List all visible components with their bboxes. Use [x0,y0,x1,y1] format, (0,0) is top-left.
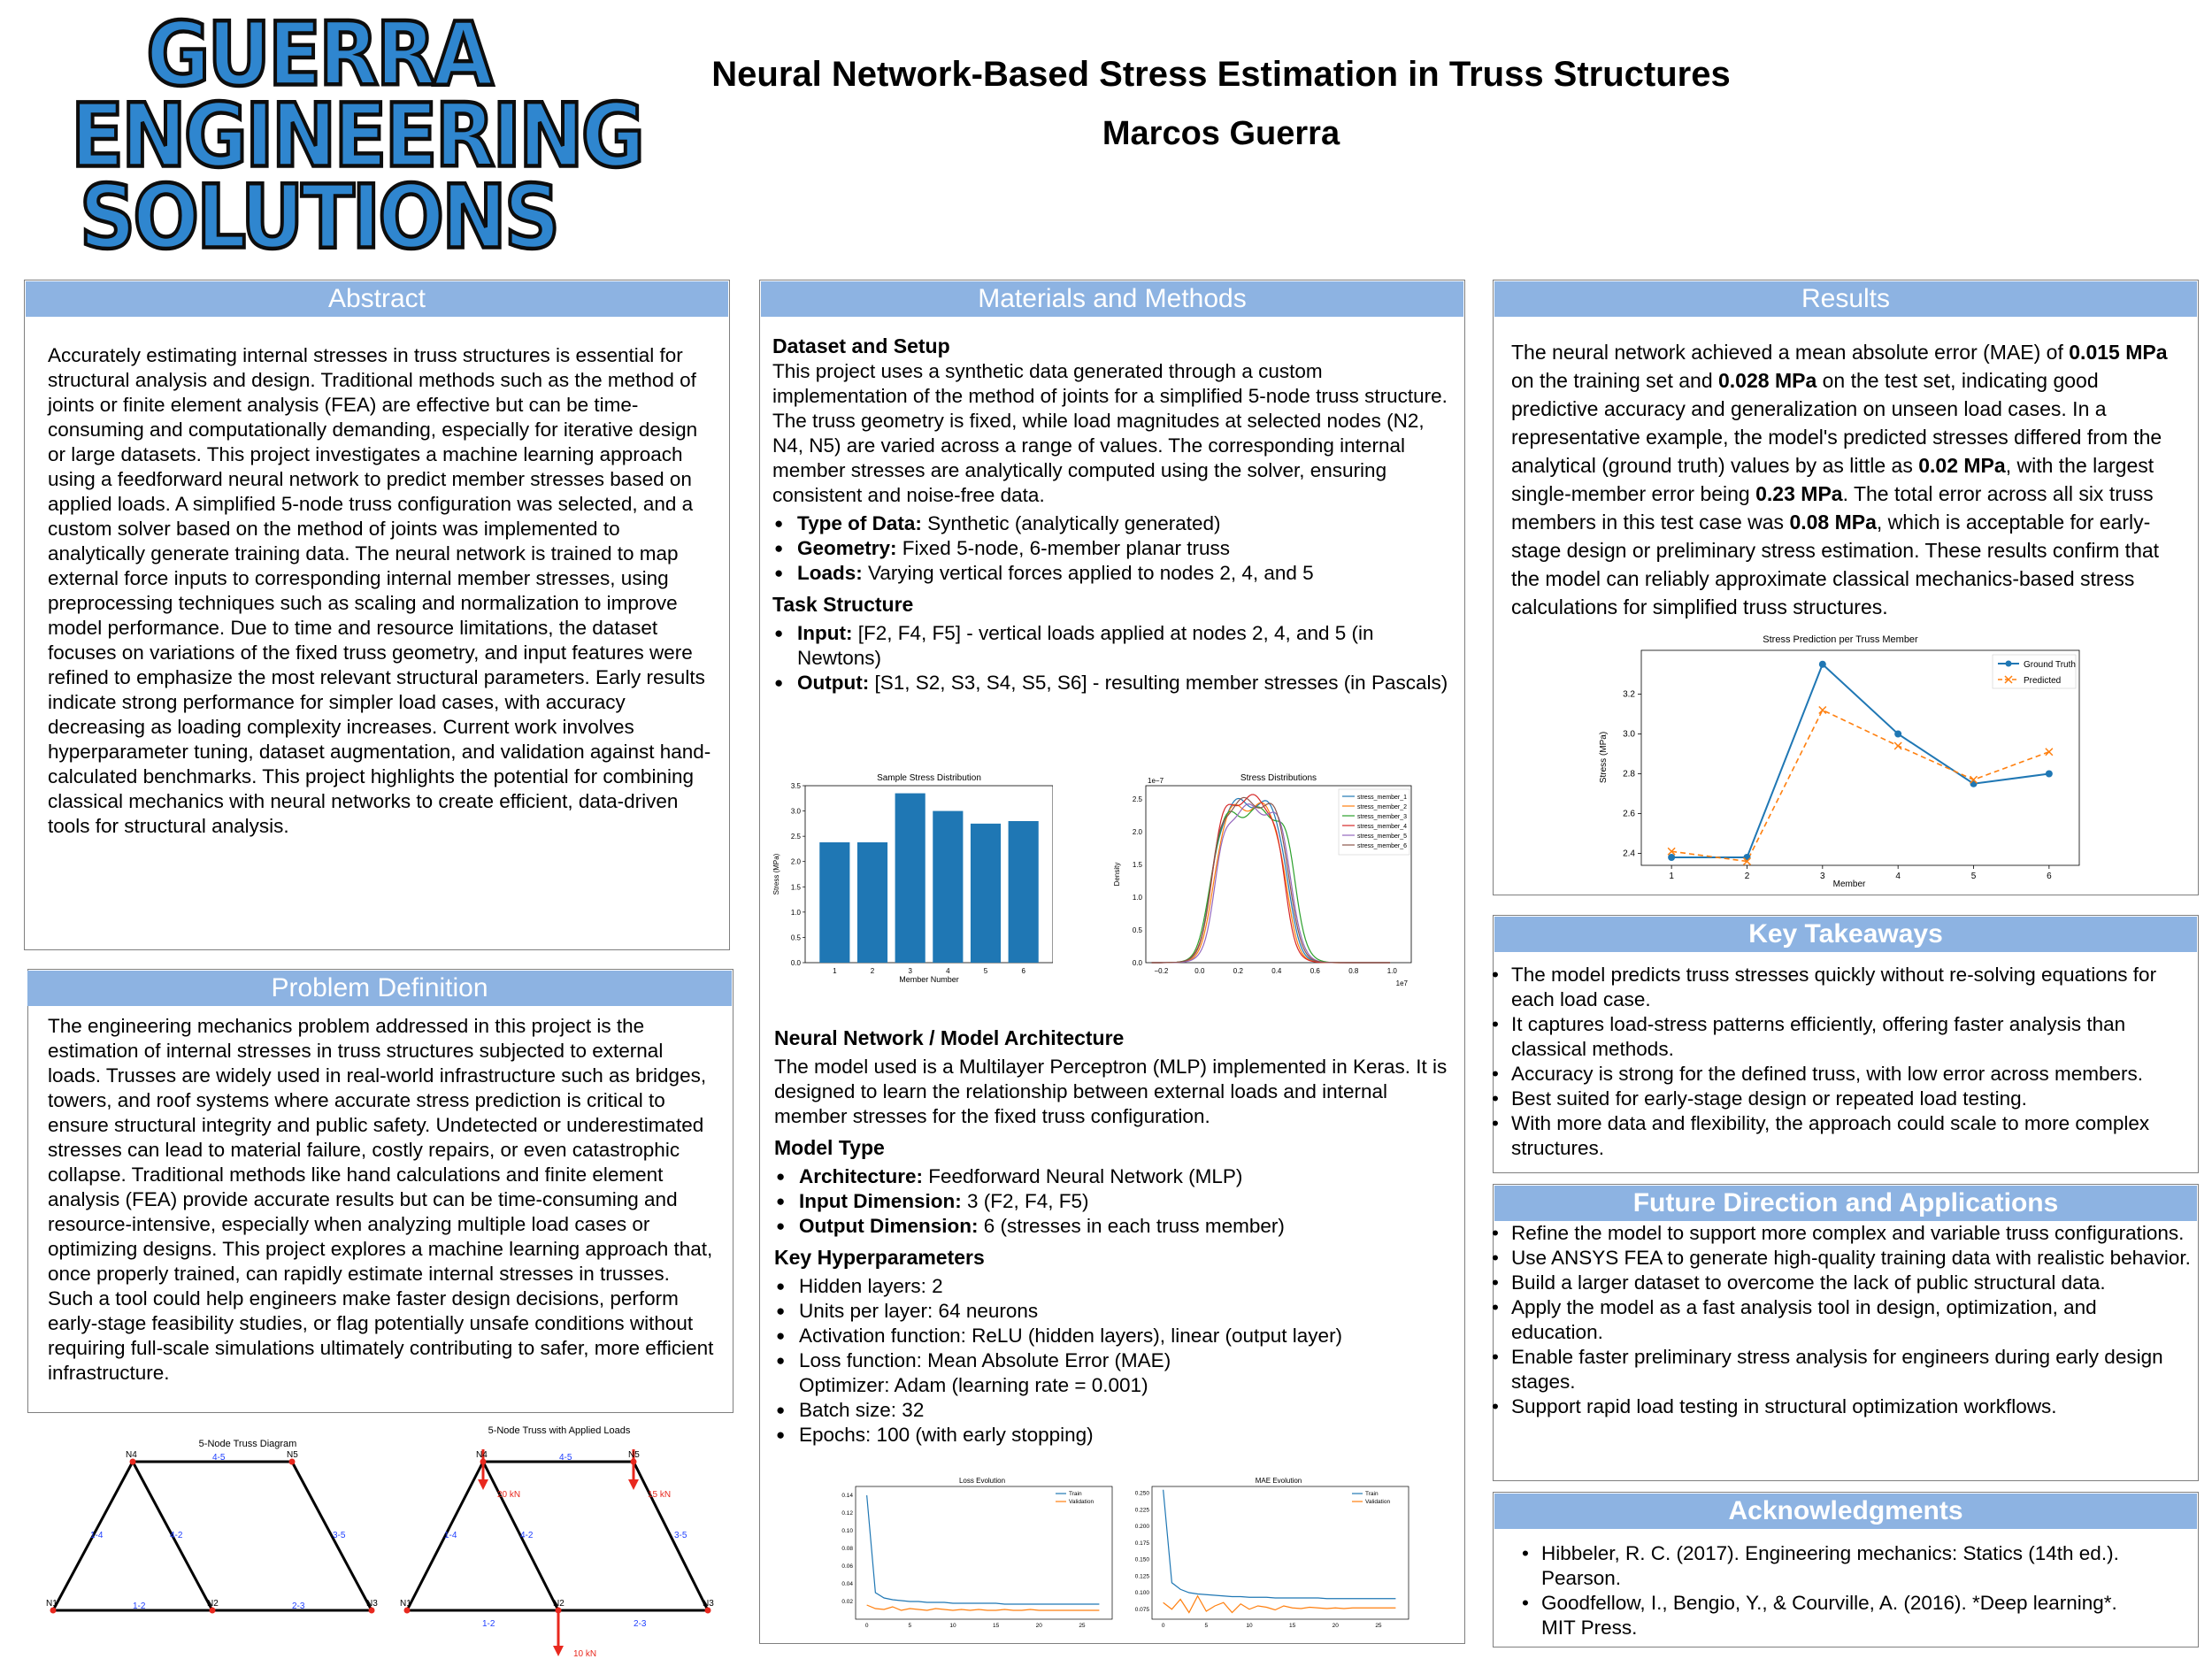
bar-chart-xlabel: Member Number [899,975,959,984]
y-tick-label: 0.12 [841,1510,853,1517]
dataset-title: Dataset and Setup [772,334,950,357]
loss-yticks [841,1493,853,1605]
svg-text:1-4: 1-4 [444,1531,457,1540]
y-tick-label: 0.0 [790,959,801,967]
x-tick-label: 6 [1021,967,1025,975]
y-tick-label: 2.5 [790,833,801,841]
y-tick-label: 0.125 [1134,1573,1149,1580]
list-item: ● Loss function: Mean Absolute Error (MAE) [799,1348,1455,1373]
dataset-text: This project uses a synthetic data generated through a custom implementation of the method of joints for a simplified 5-node truss structure. The truss geometry is fixed, while load magnitudes at selected nodes (N2, N4, N5) are varied across a range of values. The corresponding internal member stresses are analytically computed using the solver, ensuring consistent and noise-free data. [772,360,1448,506]
prediction-points [1668,661,2053,865]
list-item: • It captures load-stress patterns efficiently, offering faster analysis than classical methods. [1511,1012,2191,1062]
loss-legend [1056,1491,1094,1505]
bar [1009,821,1039,963]
series-validation [867,1605,1100,1610]
list-item: • Best suited for early-stage design or repeated load testing. [1511,1087,2191,1111]
y-tick-label: 3.0 [790,807,801,816]
takeaways-heading: Key Takeaways [1494,917,2197,952]
prediction-xlabel: Member [1832,879,1866,889]
list-item: ● Geometry: Fixed 5-node, 6-member planar truss [797,536,1454,561]
bar-chart-title: Sample Stress Distribution [877,773,981,783]
list-item: ● Output: [S1, S2, S3, S4, S5, S6] - resulting member stresses (in Pascals) [797,671,1454,695]
truss-diagram-1-title: 5-Node Truss Diagram [198,1439,297,1449]
list-item: ● Hidden layers: 2 [799,1274,1455,1299]
ground-truth-point [1668,854,1675,861]
x-tick-label: 4 [1895,872,1901,881]
loss-frame [856,1486,1112,1619]
svg-text:15 kN: 15 kN [648,1490,672,1500]
list-item: • Build a larger dataset to overcome the lack of public structural data. [1511,1271,2191,1295]
x-tick-label: 5 [1204,1623,1209,1629]
y-tick-label: 0.075 [1134,1606,1149,1613]
y-tick-label: 0.5 [790,933,801,942]
y-tick-label: 0.5 [1132,926,1142,934]
bar-chart [770,766,1053,987]
density-x-offset: 1e7 [1395,979,1408,987]
x-tick-label: 4 [946,967,950,975]
bar-chart-ylabel: Stress (MPa) [772,853,780,895]
y-tick-label: 0.250 [1134,1490,1149,1497]
x-tick-label: 1 [833,967,837,975]
legend-label: Validation [1365,1499,1391,1505]
problem-text: The engineering mechanics problem addressed in this project is the estimation of internal stresses in truss structures subjected to external loads. Trusses are widely used in real-world infrastructure such as bridges, towers, and roof systems where accurate stress prediction is critical to ensure structural integrity and public safety. Undetected or underestimated stresses can lead to material failure, costly repairs, or even catastrophic collapse. Traditional methods like hand calculations and finite element analysis (FEA) provide accurate results but can be time-consuming and resource-intensive, especially when analyzing multiple load cases or optimizing designs. This project explores a machine learning approach that, once properly trained, can rapidly estimate internal stresses in trusses. Such a tool could help engineers make faster design decisions, perform early-stage feasibility studies, or flag potentially unsafe conditions without requiring full-scale simulations ultimately contributing to safer, more efficient infrastructure. [48,1015,714,1384]
nn-text: The model used is a Multilayer Perceptron (MLP) implemented in Keras. It is designed to learn the relationship between external loads and internal member stresses for the fixed truss configuration. [774,1056,1448,1127]
abstract-text: Accurately estimating internal stresses in truss structures is essential for structural analysis and design. Traditional methods such as the method of joints or finite element analysis (FEA) are effective but can be time-consuming and computationally demanding, especially for iterative design or large datasets. This project investigates a machine learning approach using a feedforward neural network to predict member stresses based on applied loads. A simplified 5-node truss configuration was selected, and a custom solver based on the method of joints was implemented to analytically generate training data. The neural network is trained to map external force inputs to corresponding internal member stresses, using preprocessing techniques such as scaling and normalization to improve model performance. Due to time and resource limitations, the dataset focuses on variations of the fixed truss geometry, and input features were refined to emphasize the most relevant structural parameters. Early results indicate strong performance for simpler load cases, with accuracy decreasing as loading complexity increases. Current work involves hyperparameter tuning, dataset augmentation, and validation against hand-calculated benchmarks. This project highlights the potential for combining classical mechanics with neural networks to create efficient, data-driven tools for structural analysis. [48,344,711,837]
list-item: ● Output Dimension: 6 (stresses in each truss member) [799,1214,1455,1239]
x-tick-label: 0.6 [1310,967,1320,975]
mae-frame [1152,1486,1409,1619]
list-item: • Hibbeler, R. C. (2017). Engineering mechanics: Statics (14th ed.). Pearson. [1541,1541,2155,1591]
y-tick-label: 0.150 [1134,1556,1149,1563]
loss-chart-title: Loss Evolution [958,1477,1006,1485]
svg-text:2-3: 2-3 [292,1601,305,1611]
x-tick-label: 5 [983,967,988,975]
svg-text:N3: N3 [703,1599,714,1609]
svg-text:3-5: 3-5 [674,1531,687,1540]
truss-2-load-labels [497,1490,671,1659]
y-tick-label: 0.02 [841,1599,853,1605]
truss-1-member-labels [90,1453,346,1611]
model-type-title: Model Type [774,1136,885,1159]
x-tick-label: 0.4 [1271,967,1282,975]
x-tick-label: 10 [1246,1623,1253,1629]
x-tick-label: 10 [949,1623,956,1629]
loss-chart [827,1472,1119,1636]
data-bullets [772,511,1454,586]
takeaways-text [1495,963,2191,1161]
x-tick-label: 15 [1289,1623,1296,1629]
legend-label: stress_member_5 [1357,833,1408,840]
y-tick-label: 3.2 [1623,689,1635,700]
list-item: ● Input Dimension: 3 (F2, F4, F5) [799,1189,1455,1214]
hyper-title: Key Hyperparameters [774,1246,985,1269]
density-chart [1110,766,1420,996]
list-item: • Enable faster preliminary stress analysis for engineers during early design stages. [1511,1345,2191,1394]
methods-heading: Materials and Methods [761,281,1463,317]
x-tick-label: 3 [1820,872,1825,881]
list-item: • The model predicts truss stresses quickly without re-solving equations for each load case. [1511,963,2191,1012]
x-tick-label: 20 [1035,1623,1042,1629]
mae-yticks [1135,1491,1150,1613]
svg-text:4-2: 4-2 [520,1531,534,1540]
series-ground-truth [1671,664,2049,857]
y-tick-label: 3.5 [790,782,801,790]
hyper-bullets [774,1274,1455,1448]
x-tick-label: 25 [1375,1623,1382,1629]
svg-text:1-4: 1-4 [90,1531,104,1540]
poster-title: Neural Network-Based Stress Estimation in Truss Structures [711,55,1731,94]
ground-truth-point [1894,731,1901,738]
mae-chart [1124,1472,1416,1636]
y-tick-label: 2.4 [1623,849,1635,859]
y-tick-label: 0.14 [841,1493,853,1499]
y-tick-label: 0.200 [1134,1524,1149,1530]
ground-truth-point [1743,854,1750,861]
mae-legend [1352,1491,1390,1505]
bar [819,842,849,963]
svg-text:20 kN: 20 kN [497,1490,521,1500]
density-chart-title: Stress Distributions [1240,773,1317,783]
bar-chart-yticks [791,782,805,967]
prediction-yticks [1623,690,1641,859]
legend-label: Ground Truth [2024,660,2076,670]
results-text: The neural network achieved a mean absolute error (MAE) of 0.015 MPa on the training set and 0.028 MPa on the test set, indicating good predictive accuracy and generalization on unseen load cases. In a representative example, the model's predicted stresses differed from the analytical (ground truth) values by as little as 0.02 MPa, with the largest single-member error being 0.23 MPa. The total error across all six truss members in this test case was 0.08 MPa, which is acceptable for early-stage design or preliminary stress estimation. These results confirm that the model can reliably approximate classical mechanics-based stress calculations for simplified truss structures. [1511,341,2168,618]
y-tick-label: 3.0 [1623,729,1635,740]
list-item: ● Input: [F2, F4, F5] - vertical loads applied at nodes 2, 4, and 5 (in Newtons) [797,621,1454,671]
y-tick-label: 2.0 [790,857,801,866]
density-xticks [1154,967,1397,975]
optimizer-line: Optimizer: Adam (learning rate = 0.001) [799,1374,1148,1396]
svg-text:N2: N2 [553,1599,565,1609]
logo-line-2: ENGINEERING [71,84,642,188]
series-predicted [1671,710,2049,862]
ack-list [1501,1541,2155,1640]
x-tick-label: 3 [908,967,912,975]
ground-truth-point [1819,661,1826,668]
x-tick-label: 0.8 [1348,967,1359,975]
y-tick-label: 2.5 [1132,795,1142,803]
ack-text [1501,1541,2155,1640]
svg-text:1-2: 1-2 [133,1601,146,1611]
list-item: ● Epochs: 100 (with early stopping) [799,1423,1455,1448]
density-offset-label: 1e−7 [1148,777,1164,785]
ground-truth-point [2046,771,2053,778]
legend-label: stress_member_2 [1357,804,1408,810]
future-heading: Future Direction and Applications [1494,1186,2197,1221]
legend-marker [2006,661,2012,667]
list-item: • Support rapid load testing in structural optimization workflows. [1511,1394,2191,1419]
svg-text:4-5: 4-5 [212,1453,226,1463]
truss-2-member-labels [444,1453,687,1629]
x-tick-label: 0 [1161,1623,1165,1629]
density-ylabel: Density [1113,862,1121,887]
bar [857,842,887,963]
y-tick-label: 1.0 [1132,893,1142,902]
y-tick-label: 1.5 [1132,860,1142,869]
loss-lines [867,1495,1100,1610]
legend-label: Predicted [2024,676,2062,686]
svg-text:N5: N5 [287,1450,298,1460]
svg-text:4-5: 4-5 [559,1453,572,1463]
x-tick-label: 1.0 [1386,967,1397,975]
y-tick-label: 1.5 [790,883,801,892]
svg-text:N5: N5 [628,1450,640,1460]
list-item: • Accuracy is strong for the defined truss, with low error across members. [1511,1062,2191,1087]
legend-label: stress_member_1 [1357,795,1408,801]
y-tick-label: 2.6 [1623,809,1635,819]
svg-text:N4: N4 [126,1450,137,1460]
legend-label: Validation [1069,1499,1094,1505]
truss-2-load-arrows [483,1449,634,1647]
truss-diagram-2-title: 5-Node Truss with Applied Loads [488,1425,631,1436]
task-bullets [772,621,1454,695]
legend-label: stress_member_3 [1357,814,1408,820]
mae-lines [1164,1490,1396,1613]
list-item: • Use ANSYS FEA to generate high-quality training data with realistic behavior. [1511,1246,2191,1271]
nn-title: Neural Network / Model Architecture [774,1026,1125,1049]
y-tick-label: 2.8 [1623,769,1635,780]
prediction-ylabel: Stress (MPa) [1599,731,1609,784]
task-title: Task Structure [772,593,914,616]
bar-chart-xticks [833,967,1025,975]
model-bullets [774,1164,1455,1239]
logo-line-3: SOLUTIONS [79,165,558,269]
y-tick-label: 1.0 [790,908,801,917]
methods-dataset-section [772,333,1454,695]
bar [971,824,1001,963]
takeaways-list [1495,963,2191,1161]
y-tick-label: 0.06 [841,1563,853,1570]
x-tick-label: 0 [864,1623,869,1629]
ground-truth-point [1970,780,1978,787]
y-tick-label: 0.08 [841,1546,853,1552]
x-tick-label: −0.2 [1154,967,1169,975]
list-item: ● Units per layer: 64 neurons [799,1299,1455,1324]
problem-heading: Problem Definition [27,971,732,1006]
x-tick-label: 6 [2047,872,2052,881]
bar [895,794,926,963]
legend-label: stress_member_4 [1357,824,1408,830]
legend-label: Train [1365,1491,1379,1497]
future-text [1495,1221,2191,1419]
mae-chart-title: MAE Evolution [1255,1477,1302,1485]
x-tick-label: 5 [908,1623,912,1629]
prediction-lines [1671,664,2049,862]
poster-author: Marcos Guerra [1102,115,1340,152]
svg-text:4-2: 4-2 [170,1531,183,1540]
series-train [1164,1490,1396,1599]
svg-text:N4: N4 [476,1450,488,1460]
list-item: • With more data and flexibility, the approach could scale to more complex structures. [1511,1111,2191,1161]
prediction-chart [1593,628,2088,894]
x-tick-label: 15 [993,1623,1000,1629]
bar-chart-bars [819,794,1038,963]
svg-text:1-2: 1-2 [482,1619,495,1629]
list-item: ● Architecture: Feedforward Neural Network (MLP) [799,1164,1455,1189]
prediction-chart-title: Stress Prediction per Truss Member [1763,634,1918,645]
y-tick-label: 2.0 [1132,827,1142,836]
list-item: • Goodfellow, I., Bengio, Y., & Courville, A. (2016). *Deep learning*. MIT Press. [1541,1591,2155,1640]
predicted-point [2046,749,2053,756]
svg-text:2-3: 2-3 [634,1619,647,1629]
y-tick-label: 0.04 [841,1581,853,1587]
x-tick-label: 25 [1079,1623,1086,1629]
list-item: • Apply the model as a fast analysis tool in design, optimization, and education. [1511,1295,2191,1345]
predicted-point [1894,742,1901,749]
legend-label: stress_member_6 [1357,843,1408,849]
list-item: ● Activation function: ReLU (hidden layers), linear (output layer) [799,1324,1455,1348]
results-heading: Results [1494,281,2197,317]
svg-text:10 kN: 10 kN [573,1649,597,1659]
loss-xticks [865,1623,1086,1629]
y-tick-label: 0.225 [1134,1507,1149,1514]
y-tick-label: 0.100 [1134,1590,1149,1596]
x-tick-label: 5 [1970,872,1977,881]
x-tick-label: 1 [1669,872,1674,881]
svg-text:3-5: 3-5 [333,1531,346,1540]
svg-text:N1: N1 [46,1599,58,1609]
x-tick-label: 2 [1744,872,1750,881]
x-tick-label: 20 [1332,1623,1339,1629]
abstract-heading: Abstract [26,281,728,317]
logo-line-1: GUERRA [146,3,491,106]
series-train [867,1495,1100,1604]
truss-diagrams [35,1416,743,1659]
list-item: ● Loads: Varying vertical forces applied to nodes 2, 4, and 5 [797,561,1454,586]
y-tick-label: 0.175 [1134,1540,1149,1547]
ack-heading: Acknowledgments [1494,1494,2197,1529]
list-item: • Refine the model to support more complex and variable truss configurations. [1511,1221,2191,1246]
x-tick-label: 0.2 [1233,967,1243,975]
svg-text:N1: N1 [400,1599,411,1609]
legend-label: Train [1069,1491,1082,1497]
y-tick-label: 0.10 [841,1528,853,1534]
y-tick-label: 0.0 [1132,959,1142,967]
methods-model-section [774,1025,1455,1448]
predicted-point [1819,707,1826,714]
x-tick-label: 0.0 [1194,967,1205,975]
future-list [1495,1221,2191,1419]
mae-xticks [1162,1623,1382,1629]
density-yticks [1133,795,1143,967]
bar [933,811,963,963]
list-item: ● Type of Data: Synthetic (analytically generated) [797,511,1454,536]
list-item: ● Batch size: 32 [799,1398,1455,1423]
svg-text:N2: N2 [207,1599,219,1609]
x-tick-label: 2 [870,967,875,975]
svg-text:N3: N3 [366,1599,378,1609]
